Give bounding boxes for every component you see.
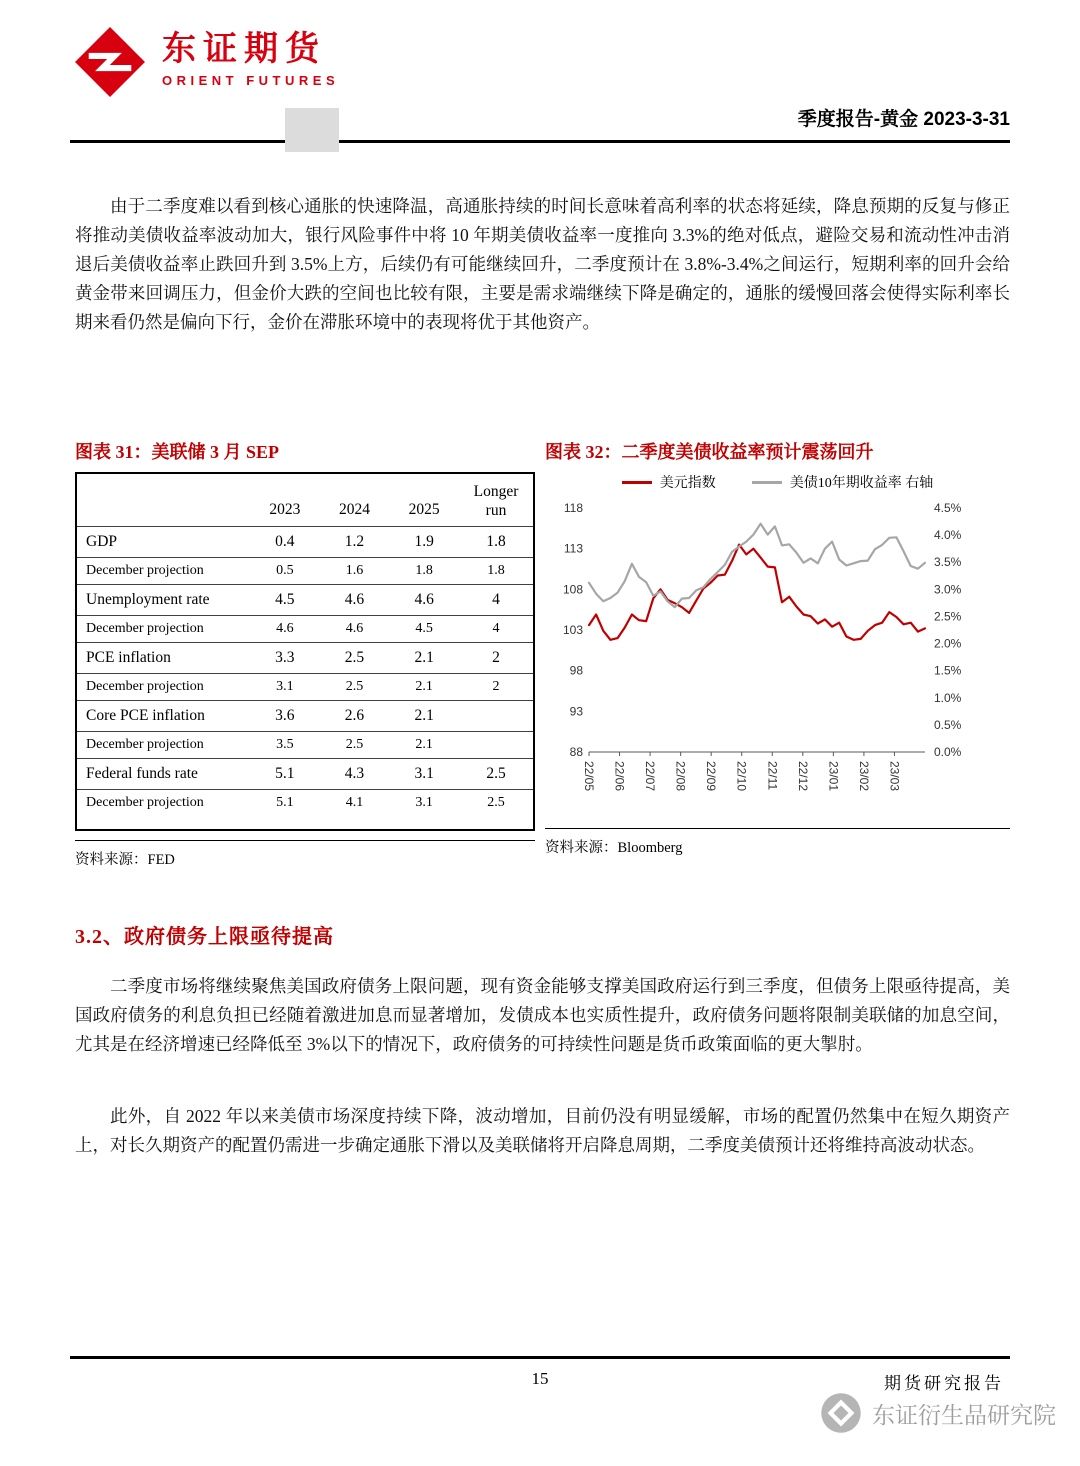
table-row-label: December projection <box>76 557 250 584</box>
body-paragraph-3: 此外，自 2022 年以来美债市场深度持续下降，波动增加，目前仍没有明显缓解，市场的配置仍然集中在短久期资产上，对长久期资产的配置仍需进一步确定通胀下滑以及美联储将开启降息周期，二季度美债预计还将维持高波动状态。 <box>75 1106 1010 1155</box>
table-cell: 2.1 <box>389 642 459 673</box>
figure-32-source: 资料来源：Bloomberg <box>545 828 1010 857</box>
table-cell: 0.4 <box>250 526 320 557</box>
table-cell: 3.5 <box>250 731 320 758</box>
logo-text-block <box>162 24 339 88</box>
series-line-dxy <box>589 545 925 640</box>
table-column-header: Longer run <box>473 483 519 520</box>
table-row <box>76 673 534 700</box>
table-cell: 2.5 <box>459 758 534 789</box>
orient-futures-logo-icon <box>72 24 148 100</box>
legend-item <box>752 472 934 492</box>
table-cell: 4.6 <box>389 584 459 615</box>
table-row-label: GDP <box>76 526 250 557</box>
table-cell: 3.1 <box>250 673 320 700</box>
legend-item <box>622 472 716 492</box>
figure-32 <box>545 438 1010 869</box>
table-cell: 3.1 <box>389 758 459 789</box>
page-number: 15 <box>531 1369 549 1388</box>
yield-chart <box>545 494 1010 814</box>
table-row-label: Core PCE inflation <box>76 700 250 731</box>
table-cell: 2.1 <box>389 673 459 700</box>
table-cell: 2.5 <box>459 789 534 830</box>
table-cell: 3.3 <box>250 642 320 673</box>
report-type-label: 季度报告-黄金 2023-3-31 <box>797 109 1010 130</box>
table-cell: 3.1 <box>389 789 459 830</box>
left-axis-tick: 98 <box>569 663 583 678</box>
x-axis-tick-label: 22/10 <box>734 761 749 792</box>
table-cell <box>459 731 534 758</box>
body-paragraph-2: 二季度市场将继续聚焦美国政府债务上限问题，现有资金能够支撑美国政府运行到三季度，但债务上限亟待提高，美国政府债务的利息负担已经随着激进加息而显著增加，发债成本也实质性提升，政府债务问题将限制美联储的加息空间，尤其是在经济增速已经降低至 3%以下的情况下，政府债务的可持续性问题是货币政策面临的更大掣肘。 <box>75 976 1010 1054</box>
table-cell: 1.2 <box>320 526 390 557</box>
x-axis-tick-label: 22/11 <box>765 761 780 791</box>
table-row <box>76 526 534 557</box>
body-paragraph-1: 由于二季度难以看到核心通胀的快速降温，高通胀持续的时间长意味着高利率的状态将延续，降息预期的反复与修正将推动美债收益率波动加大，银行风险事件中将 10 年期美债收益率一度推向 3.3%的绝对低点，避险交易和流动性冲击消退后美债收益率止跌回升到 3.5%上方，后续仍有可能继续回升，二季度预计在 3.8%-3.4%之间运行，短期利率的回升会给黄金带来回调压力，但金价大跌的空间也比较有限，主要是需求端继续下降是确定的，通胀的缓慢回落会使得实际利率长期来看仍然是偏向下行，金价在滞胀环境中的表现将优于其他资产。 <box>75 196 1010 332</box>
right-axis-tick: 3.5% <box>934 555 962 570</box>
table-row <box>76 789 534 830</box>
research-institute-watermark <box>820 1392 1056 1434</box>
table-cell: 2.5 <box>320 642 390 673</box>
chart-legend <box>545 472 1010 492</box>
table-row-label: PCE inflation <box>76 642 250 673</box>
legend-label: 美债10年期收益率 右轴 <box>789 476 934 491</box>
table-column-header <box>76 473 250 526</box>
table-cell: 2.1 <box>389 700 459 731</box>
right-axis-tick: 2.5% <box>934 609 962 624</box>
table-cell: 4 <box>459 615 534 642</box>
table-cell: 4.6 <box>320 584 390 615</box>
right-axis-tick: 1.5% <box>934 663 962 678</box>
table-cell: 4.1 <box>320 789 390 830</box>
x-axis-tick-label: 23/03 <box>887 761 902 792</box>
table-cell: 3.6 <box>250 700 320 731</box>
table-cell: 0.5 <box>250 557 320 584</box>
table-cell: 4.6 <box>250 615 320 642</box>
right-axis-tick: 3.0% <box>934 582 962 597</box>
table-cell: 1.6 <box>320 557 390 584</box>
table-cell: 2 <box>459 673 534 700</box>
right-axis-tick: 2.0% <box>934 636 962 651</box>
table-cell: 2.6 <box>320 700 390 731</box>
left-axis-tick: 118 <box>563 501 583 515</box>
table-cell: 4.5 <box>250 584 320 615</box>
table-row-label: December projection <box>76 615 250 642</box>
table-column-header: 2025 <box>408 500 440 518</box>
legend-line-swatch <box>622 481 652 484</box>
table-row <box>76 700 534 731</box>
gray-watermark-block <box>285 108 339 152</box>
table-row-label: Federal funds rate <box>76 758 250 789</box>
table-cell <box>459 700 534 731</box>
x-axis-tick-label: 22/12 <box>795 761 810 792</box>
table-row-label: December projection <box>76 731 250 758</box>
footer-divider <box>70 1356 1010 1359</box>
logo-subtitle: ORIENT FUTURES <box>162 73 340 89</box>
table-cell: 5.1 <box>250 758 320 789</box>
figure-31-source: 资料来源：FED <box>75 840 535 869</box>
table-row <box>76 615 534 642</box>
table-cell: 2.5 <box>320 673 390 700</box>
left-axis-tick: 113 <box>563 541 583 556</box>
table-cell: 2.1 <box>389 731 459 758</box>
right-axis-tick: 4.0% <box>934 528 962 543</box>
x-axis-tick-label: 22/08 <box>673 761 688 792</box>
table-cell: 1.8 <box>389 557 459 584</box>
x-axis-tick-label: 22/06 <box>612 761 627 792</box>
sep-table <box>75 472 535 831</box>
left-axis-tick: 108 <box>562 582 583 597</box>
legend-label: 美元指数 <box>659 476 716 491</box>
table-cell: 4.5 <box>389 615 459 642</box>
table-row-label: December projection <box>76 789 250 830</box>
x-axis-tick-label: 22/09 <box>704 761 719 792</box>
right-axis-tick: 0.0% <box>934 745 962 759</box>
section-heading: 3.2、政府债务上限亟待提高 <box>75 926 334 948</box>
right-axis-tick: 1.0% <box>934 690 962 705</box>
company-logo <box>72 24 339 100</box>
table-row <box>76 642 534 673</box>
figure-31-title: 图表 31：美联储 3 月 SEP <box>75 442 280 462</box>
table-row <box>76 758 534 789</box>
table-cell: 4 <box>459 584 534 615</box>
table-row <box>76 557 534 584</box>
table-cell: 1.9 <box>389 526 459 557</box>
table-row-label: December projection <box>76 673 250 700</box>
figure-31 <box>75 438 535 869</box>
right-axis-tick: 4.5% <box>934 501 962 515</box>
footer-report-label: 期货研究报告 <box>884 1374 1004 1393</box>
table-row <box>76 584 534 615</box>
left-axis-tick: 93 <box>569 704 583 719</box>
table-cell: 5.1 <box>250 789 320 830</box>
table-cell: 2 <box>459 642 534 673</box>
left-axis-tick: 103 <box>562 623 583 637</box>
figures-row <box>75 438 1010 869</box>
table-row <box>76 731 534 758</box>
table-cell: 4.6 <box>320 615 390 642</box>
institute-logo-icon <box>820 1392 862 1434</box>
figure-32-title: 图表 32：二季度美债收益率预计震荡回升 <box>545 442 874 462</box>
x-axis-tick-label: 22/05 <box>582 761 596 792</box>
x-axis-tick-label: 23/02 <box>856 761 871 792</box>
x-axis-tick-label: 23/01 <box>826 761 841 792</box>
x-axis-tick-label: 22/07 <box>643 761 658 792</box>
table-cell: 1.8 <box>459 557 534 584</box>
table-column-header: 2023 <box>269 500 301 518</box>
table-cell: 4.3 <box>320 758 390 789</box>
table-cell: 1.8 <box>459 526 534 557</box>
legend-line-swatch <box>752 481 782 484</box>
series-line-ust10y <box>589 524 925 608</box>
institute-watermark-text: 东证衍生品研究院 <box>872 1401 1056 1428</box>
table-column-header: 2024 <box>338 500 370 518</box>
table-row-label: Unemployment rate <box>76 584 250 615</box>
right-axis-tick: 0.5% <box>934 717 962 732</box>
left-axis-tick: 88 <box>569 745 583 759</box>
logo-title: 东证期货 <box>162 30 326 68</box>
table-cell: 2.5 <box>320 731 390 758</box>
page-header <box>70 0 1010 143</box>
